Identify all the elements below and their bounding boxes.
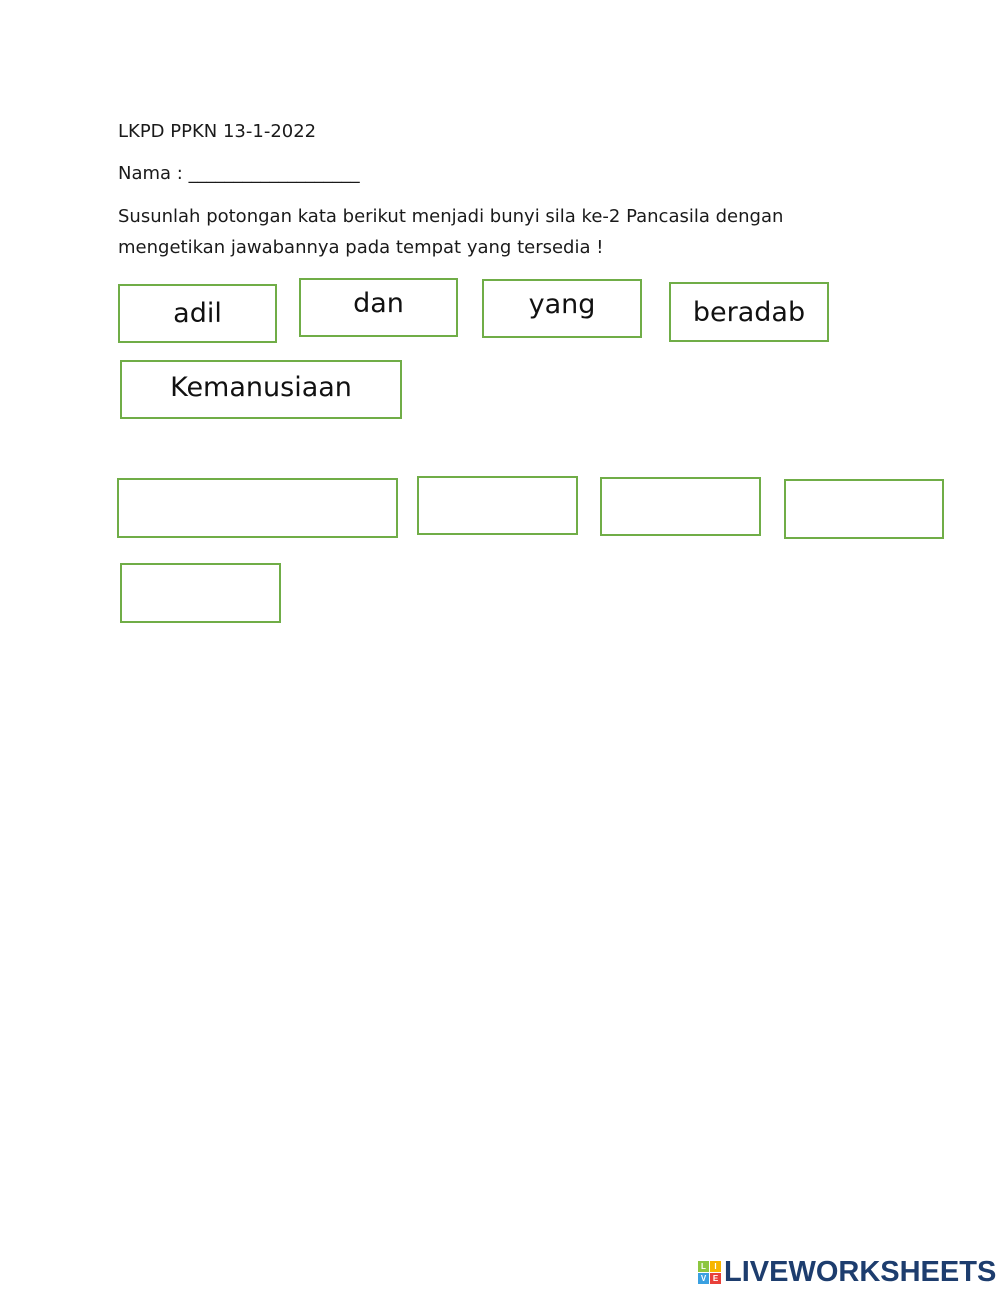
liveworksheets-logo [698,1256,996,1289]
answer-input-1[interactable] [117,478,398,538]
instruction-line-2: mengetikan jawabannya pada tempat yang tersedia ! [118,237,604,258]
answer-input-3[interactable] [600,477,761,536]
worksheet-title: LKPD PPKN 13-1-2022 [118,121,317,142]
word-box-dan: dan [299,278,458,337]
logo-letter: E [710,1273,721,1284]
logo-letter: I [710,1261,721,1272]
answer-input-5[interactable] [120,563,281,623]
word-box-beradab: beradab [669,282,829,342]
logo-letter: V [698,1273,709,1284]
word-box-adil: adil [118,284,277,343]
live-squares-icon [698,1261,721,1284]
word-box-kemanusiaan: Kemanusiaan [120,360,402,419]
logo-letter: L [698,1261,709,1272]
word-box-yang: yang [482,279,642,338]
name-label: Nama : ___________________ [118,163,360,184]
instruction-line-1: Susunlah potongan kata berikut menjadi bunyi sila ke-2 Pancasila dengan [118,206,784,227]
logo-text: LIVEWORKSHEETS [724,1256,997,1288]
answer-input-2[interactable] [417,476,578,535]
answer-input-4[interactable] [784,479,944,539]
